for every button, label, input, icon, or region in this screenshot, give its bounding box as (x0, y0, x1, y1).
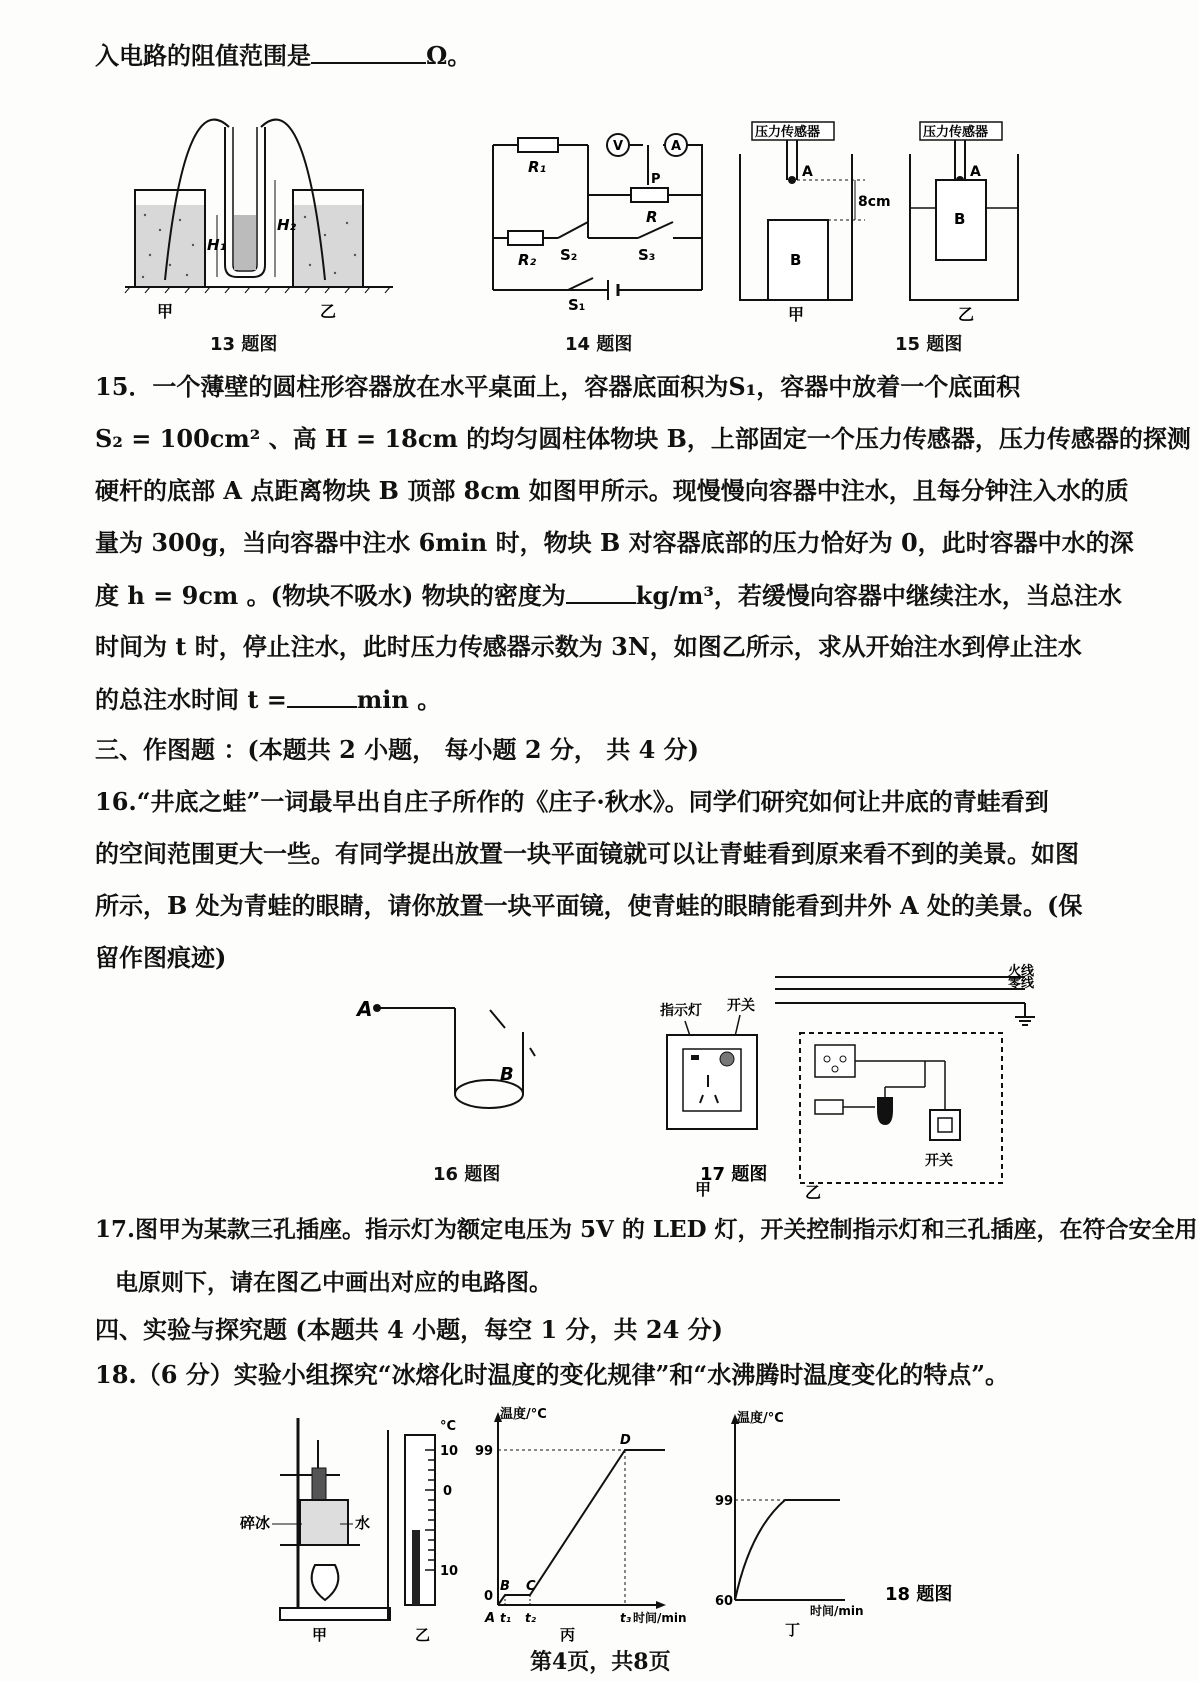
svg-text:99: 99 (475, 1444, 494, 1459)
svg-text:压力传感器: 压力传感器 (755, 125, 821, 140)
svg-text:温度/°C: 温度/°C (737, 1411, 784, 1426)
svg-text:0: 0 (484, 1589, 494, 1604)
svg-text:D: D (620, 1433, 631, 1448)
svg-text:乙: 乙 (415, 1626, 431, 1644)
svg-text:A: A (802, 164, 813, 180)
fig14-caption: 14 题图 (565, 334, 633, 355)
section-3-heading: 三、作图题 ：(本题共 2 小题， 每小题 2 分， 共 4 分) (95, 735, 700, 764)
fig18-diagram (240, 1400, 1060, 1650)
svg-text:S₁: S₁ (568, 296, 586, 314)
svg-text:火线: 火线 (1008, 964, 1035, 979)
svg-text:t₃: t₃ (620, 1611, 631, 1625)
svg-text:B: B (954, 210, 966, 228)
svg-text:R₂: R₂ (518, 251, 537, 269)
svg-text:99: 99 (715, 1494, 734, 1509)
svg-text:丁: 丁 (785, 1621, 801, 1639)
section-4-heading: 四、实验与探究题 (本题共 4 小题，每空 1 分，共 24 分) (95, 1315, 723, 1344)
svg-text:S₂: S₂ (560, 246, 578, 264)
svg-text:R: R (646, 208, 658, 226)
fig15-caption: 15 题图 (895, 334, 963, 355)
q15-line-1: 15．一个薄壁的圆柱形容器放在水平桌面上，容器底面积为S₁，容器中放着一个底面积 (95, 372, 1021, 401)
fig14-circuit (488, 130, 710, 315)
svg-text:S₃: S₃ (638, 246, 656, 264)
svg-text:温度/°C: 温度/°C (500, 1407, 547, 1422)
svg-text:A: A (485, 1611, 496, 1626)
svg-text:R₁: R₁ (528, 158, 547, 176)
q15-line-2: S₂ = 100cm² 、高 H = 18cm 的均匀圆柱体物块 B，上部固定一个压力传感器，压力传感器的探测 (95, 424, 1191, 453)
svg-text:压力传感器: 压力传感器 (923, 125, 989, 140)
svg-text:P: P (651, 172, 661, 187)
page-footer: 第4页，共8页 (530, 1649, 671, 1675)
svg-text:C: C (526, 1579, 536, 1594)
fig15-diagram (740, 118, 1040, 323)
q16-line-4: 留作图痕迹) (95, 943, 227, 972)
svg-text:乙: 乙 (958, 305, 975, 324)
fig17-caption: 17 题图 (700, 1164, 768, 1185)
svg-text:开关: 开关 (925, 1153, 953, 1169)
fig16-caption: 16 题图 (433, 1164, 501, 1185)
svg-text:8cm: 8cm (858, 194, 891, 210)
h1-label: H₁ (207, 236, 227, 254)
svg-text:水: 水 (355, 1514, 371, 1532)
q17-line-2: 电原则下，请在图乙中画出对应的电路图。 (115, 1269, 552, 1296)
q16-line-3: 所示，B 处为青蛙的眼睛，请你放置一块平面镜，使青蛙的眼睛能看到井外 A 处的美景。(保 (95, 891, 1083, 920)
svg-text:60: 60 (715, 1594, 734, 1609)
q15-line-5: 度 h = 9cm 。(物块不吸水) 物块的密度为 kg/m³，若缓慢向容器中继续注水，当总注水 (95, 581, 1122, 610)
svg-text:B: B (790, 251, 802, 269)
svg-text:甲: 甲 (695, 1180, 712, 1199)
top-line: 入电路的阻值范围是 Ω。 (95, 41, 472, 70)
svg-text:乙: 乙 (805, 1183, 822, 1202)
svg-text:时间/min: 时间/min (810, 1604, 864, 1618)
fig13-yi: 乙 (320, 302, 337, 321)
fig13-diagram (125, 105, 395, 320)
svg-text:°C: °C (440, 1419, 457, 1434)
svg-text:指示灯: 指示灯 (660, 1003, 702, 1019)
q15-line-4: 量为 300g，当向容器中注水 6min 时，物块 B 对容器底部的压力恰好为 0，此时容器中水的深 (95, 528, 1134, 557)
q16-line-2: 的空间范围更大一些。有同学提出放置一块平面镜就可以让青蛙看到原来看不到的美景。如图 (95, 839, 1079, 868)
svg-text:碎冰: 碎冰 (240, 1514, 271, 1532)
graph-ding (715, 1410, 864, 1639)
svg-text:零线: 零线 (1008, 976, 1035, 991)
graph-bing (475, 1406, 687, 1644)
svg-text:甲: 甲 (312, 1626, 328, 1644)
ammeter-label: A (671, 139, 682, 154)
h2-label: H₂ (277, 216, 297, 234)
fig13-jia: 甲 (157, 302, 174, 321)
svg-text:B: B (500, 1064, 514, 1085)
svg-text:时间/min: 时间/min (633, 1611, 687, 1625)
svg-text:0: 0 (443, 1484, 453, 1499)
fig17-diagram (655, 964, 1055, 1202)
svg-text:A: A (970, 164, 981, 180)
svg-text:10: 10 (440, 1564, 459, 1579)
fig13-caption: 13 题图 (210, 334, 278, 355)
q16-line-1: 16.“井底之蛙”一词最早出自庄子所作的《庄子·秋水》。同学们研究如何让井底的青蛙看到 (95, 787, 1049, 816)
svg-text:甲: 甲 (788, 305, 805, 324)
voltmeter-label: V (613, 139, 624, 154)
q15-line-6: 时间为 t 时，停止注水，此时压力传感器示数为 3N，如图乙所示，求从开始注水到停止注水 (95, 632, 1082, 661)
svg-text:t₁: t₁ (500, 1611, 511, 1625)
q15-line-7: 的总注水时间 t = min 。 (95, 685, 442, 714)
q17-line-1: 17.图甲为某款三孔插座。指示灯为额定电压为 5V 的 LED 灯，开关控制指示灯和三孔插座，在符合安全用 (95, 1216, 1198, 1243)
svg-text:A: A (357, 997, 373, 1021)
fig18-caption: 18 题图 (885, 1584, 953, 1605)
q18-intro: 18.（6 分）实验小组探究“冰熔化时温度的变化规律”和“水沸腾时温度变化的特点”。 (95, 1360, 1010, 1389)
svg-text:B: B (500, 1579, 510, 1594)
svg-text:t₂: t₂ (525, 1611, 536, 1625)
q15-line-3: 硬杆的底部 A 点距离物块 B 顶部 8cm 如图甲所示。现慢慢向容器中注水，且每分钟注入水的质 (95, 476, 1129, 505)
svg-text:开关: 开关 (727, 998, 755, 1014)
svg-text:10: 10 (440, 1444, 459, 1459)
fig16-diagram (355, 990, 555, 1140)
svg-text:丙: 丙 (560, 1626, 576, 1644)
